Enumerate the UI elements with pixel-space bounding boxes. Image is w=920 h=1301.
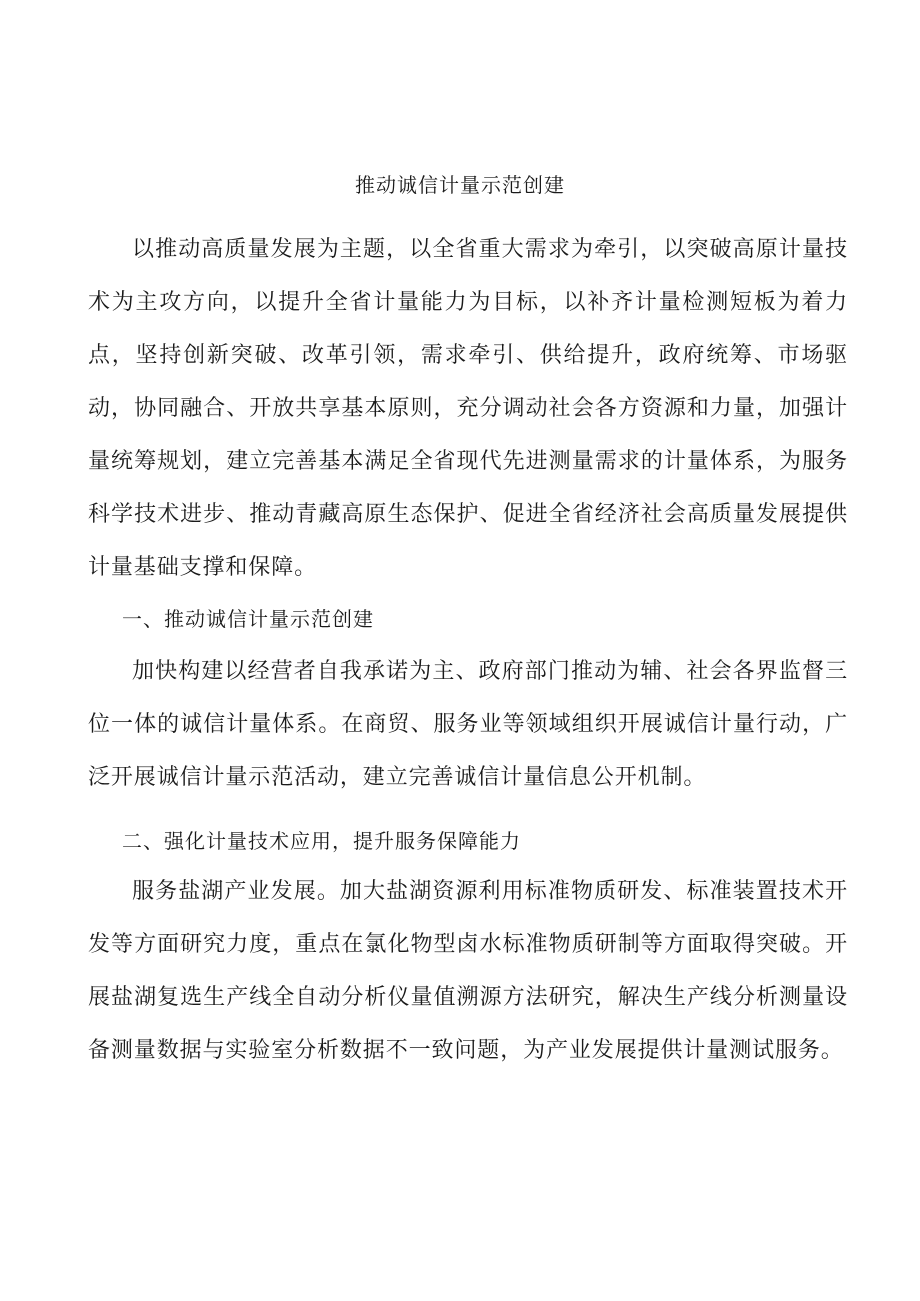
document-title: 推动诚信计量示范创建 [355,173,565,197]
intro-paragraph: 以推动高质量发展为主题，以全省重大需求为牵引，以突破高原计量技术为主攻方向，以提升全省计量能力为目标，以补齐计量检测短板为着力点，坚持创新突破、改革引领，需求牵引、供给提升，政府统筹、市场驱动，协同融合、开放共享基本原则，充分调动社会各方资源和力量，加强计量统筹规划，建立完善基本满足全省现代先进测量需求的计量体系，为服务科学技术进步、推动青藏高原生态保护、促进全省经济社会高质量发展提供计量基础支撑和保障。 [88,237,848,580]
section-body-1: 加快构建以经营者自我承诺为主、政府部门推动为辅、社会各界监督三位一体的诚信计量体系。在商贸、服务业等领域组织开展诚信计量行动，广泛开展诚信计量示范活动，建立完善诚信计量信息公开机制。 [88,659,848,790]
section-heading-1: 一、推动诚信计量示范创建 [122,607,374,631]
section-heading-2: 二、强化计量技术应用，提升服务保障能力 [122,829,521,853]
section-body-2: 服务盐湖产业发展。加大盐湖资源利用标准物质研发、标准装置技术开发等方面研究力度，重点在氯化物型卤水标准物质研制等方面取得突破。开展盐湖复选生产线全自动分析仪量值溯源方法研究，解决生产线分析测量设备测量数据与实验室分析数据不一致问题，为产业发展提供计量测试服务。 [88,879,848,1063]
